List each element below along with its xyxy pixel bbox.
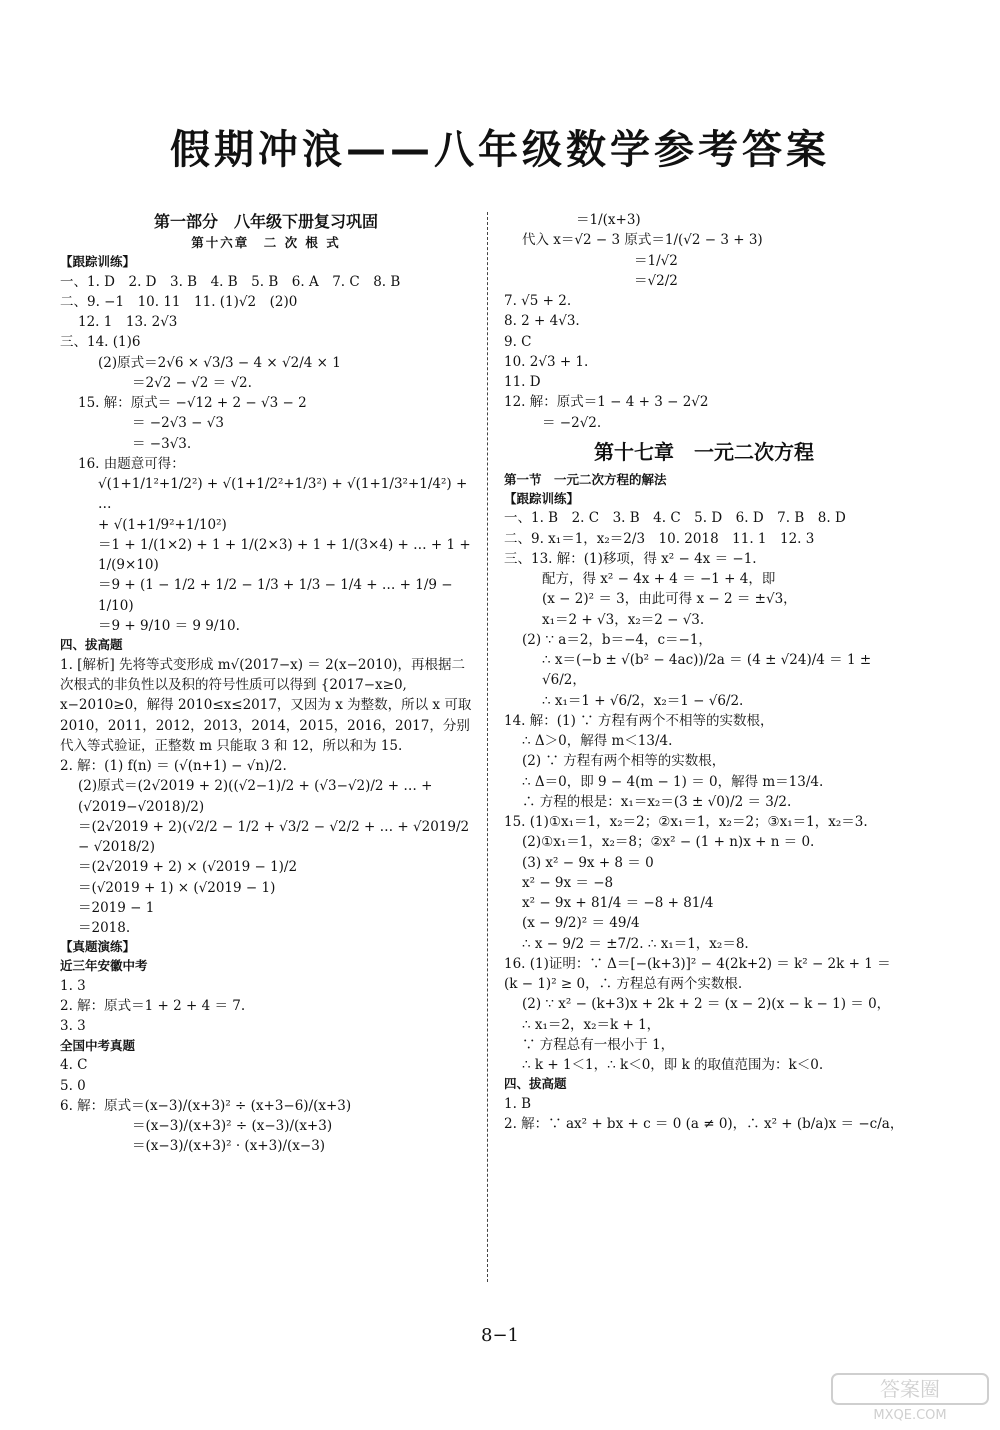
right-column-line: 【跟踪训练】 — [504, 490, 580, 506]
left-column-line: 第一部分 八年级下册复习巩固 — [153, 212, 378, 231]
right-column-line: x² − 9x + 81/4 ＝ −8 + 81/4 — [522, 895, 714, 911]
left-column-line: ＝2019 − 1 — [78, 899, 155, 916]
left-column-line: 15. 解：原式＝ −√12 + 2 − √3 − 2 — [78, 395, 307, 411]
left-column-line: ＝2√2 − √2 ＝ √2. — [132, 374, 252, 391]
right-column-line: ∴ x − 9/2 ＝ ±7/2. ∴ x₁＝1，x₂＝8. — [522, 935, 749, 952]
right-column-line: 配方，得 x² − 4x + 4 ＝ −1 + 4，即 — [542, 571, 776, 587]
watermark-logo — [830, 1372, 990, 1422]
left-column-line: 三、14. (1)6 — [60, 334, 141, 351]
right-column-line: ∴ Δ＞0，解得 m＜13/4. — [522, 733, 673, 749]
right-column-line: 9. C — [504, 333, 532, 350]
right-column-line: x² − 9x ＝ −8 — [522, 874, 614, 891]
right-column-line: (2) ∵ 方程有两个相等的实数根， — [522, 753, 726, 770]
left-column-line: 【跟踪训练】 — [60, 253, 136, 269]
right-column-line: ∴ Δ＝0，即 9 − 4(m − 1) ＝ 0，解得 m＝13/4. — [522, 773, 824, 790]
right-column-line: ∴ x₁＝2，x₂＝k + 1， — [522, 1016, 661, 1033]
right-column-line: ＝√2/2 — [634, 272, 678, 289]
left-column-line: √(1+1/1²+1/2²) + √(1+1/2²+1/3²) + √(1+1/3²+1/4²) + … — [98, 476, 472, 513]
left-column-line: 1. 3 — [60, 977, 86, 994]
watermark-top-text: 答案圈 — [880, 1377, 940, 1401]
left-column-line: ＝(√2019 + 1) × (√2019 − 1) — [78, 879, 276, 896]
left-column-line: 一、1. D 2. D 3. B 4. B 5. B 6. A 7. C 8. B — [60, 273, 401, 290]
right-column-line: 14. 解：(1) ∵ 方程有两个不相等的实数根， — [504, 712, 774, 729]
right-column-line: (2)①x₁＝1，x₂＝8；②x² − (1 + n)x + n ＝ 0. — [522, 834, 815, 851]
right-column-line: ∴ k + 1＜1，∴ k＜0，即 k 的取值范围为：k＜0. — [522, 1057, 824, 1073]
right-column-line: 15. (1)①x₁＝1，x₂＝2；②x₁＝1，x₂＝2；③x₁＝1，x₂＝3. — [504, 814, 868, 830]
right-column-line: (x − 9/2)² ＝ 49/4 — [522, 915, 640, 932]
right-column-line: 二、9. x₁＝1，x₂＝2/3 10. 2018 11. 1 12. 3 — [504, 530, 815, 547]
right-column-line: (2) ∵ x² − (k+3)x + 2k + 2 ＝ (x − 2)(x − k − 1) ＝ 0， — [522, 996, 891, 1013]
left-column-line: ＝(2√2019 + 2)(√2/2 − 1/2 + √3/2 − √2/2 + … + √2019/2 − √2018/2) — [78, 818, 474, 855]
right-column-line: 12. 解：原式＝1 − 4 + 3 − 2√2 — [504, 394, 709, 411]
left-column — [60, 210, 476, 1157]
right-column-line: 第十七章 一元二次方程 — [594, 439, 814, 464]
left-column-line: 6. 解：原式＝(x−3)/(x+3)² ÷ (x+3−6)/(x+3) — [60, 1097, 352, 1114]
right-column-line: (3) x² − 9x + 8 ＝ 0 — [522, 854, 654, 871]
left-column-line: ＝9 + (1 − 1/2 + 1/2 − 1/3 + 1/3 − 1/4 + … + 1/9 − 1/10) — [98, 577, 457, 614]
left-column-line: 16. 由题意可得： — [78, 455, 185, 472]
right-column-line: 四、拔高题 — [504, 1076, 567, 1092]
left-column-line: 【真题演练】 — [60, 939, 136, 955]
right-column-line: 10. 2√3 + 1. — [504, 353, 589, 370]
left-column-line: (2)原式＝2√6 × √3/3 − 4 × √2/4 × 1 — [98, 354, 341, 371]
right-column-line: 三、13. 解：(1)移项，得 x² − 4x ＝ −1. — [504, 550, 757, 567]
left-column-line: 2. 解：(1) f(n) ＝ (√(n+1) − √n)/2. — [60, 758, 287, 774]
watermark-bottom-text: MXQE.COM — [873, 1408, 947, 1422]
page-title: 假期冲浪——八年级数学参考答案 — [170, 127, 830, 173]
left-column-line: ＝1 + 1/(1×2) + 1 + 1/(2×3) + 1 + 1/(3×4) + … + 1 + 1/(9×10) — [98, 536, 475, 573]
left-column-line: ＝(x−3)/(x+3)² · (x+3)/(x−3) — [132, 1138, 326, 1155]
right-column-line: ＝ −2√2. — [542, 414, 602, 431]
left-column-line: 3. 3 — [60, 1018, 86, 1035]
left-column-line: 5. 0 — [60, 1077, 86, 1094]
right-column — [504, 210, 904, 1135]
left-column-line: ＝9 + 9/10 ＝ 9 9/10. — [98, 617, 240, 634]
right-column-line: (x − 2)² ＝ 3，由此可得 x − 2 ＝ ±√3， — [542, 591, 797, 608]
right-column-line: 第一节 一元二次方程的解法 — [504, 471, 667, 487]
column-divider — [487, 212, 488, 1282]
left-column-line: 4. C — [60, 1057, 88, 1074]
left-column-line: + √(1+1/9²+1/10²) — [98, 516, 227, 533]
right-column-line: (2) ∵ a＝2，b＝−4，c＝−1， — [522, 631, 712, 648]
right-column-line: ＝1/(x+3) — [576, 212, 641, 228]
left-column-line: (2)原式＝(2√2019 + 2)((√2−1)/2 + (√3−√2)/2 + … + (√2019−√2018)/2) — [78, 778, 437, 815]
page-number: 8−1 — [481, 1325, 519, 1346]
right-column-line: 8. 2 + 4√3. — [504, 313, 580, 330]
left-column-line: 2. 解：原式＝1 + 2 + 4 ＝ 7. — [60, 998, 246, 1014]
left-column-line: ＝2018. — [78, 920, 131, 936]
left-column-line: ＝(x−3)/(x+3)² ÷ (x−3)/(x+3) — [132, 1118, 333, 1134]
left-column-line: 二、9. −1 10. 11 11. (1)√2 (2)0 — [60, 293, 298, 310]
left-column-line: 1. [解析] 先将等式变形成 m√(2017−x) ＝ 2(x−2010)，再根据二次根式的非负性以及积的符号性质可以得到 {2017−x≥0, x−2010≥0，解得 2010≤x≤2017，又因为 x 为整数，所以 x 可取 2010，2011，2012，2013，2014，2015，2016，2017，分别代入等式验证，正整数 m 只能取 3 和 12，所以和为 15. — [60, 656, 476, 754]
right-column-line: 1. B — [504, 1096, 532, 1112]
left-column-line: ＝ −2√3 − √3 — [132, 415, 224, 432]
right-column-line: 代入 x＝√2 − 3 原式＝1/(√2 − 3 + 3) — [522, 232, 763, 249]
left-column-line: ＝ −3√3. — [132, 435, 192, 452]
left-column-line: 四、拔高题 — [60, 637, 123, 652]
left-column-line: ＝(2√2019 + 2) × (√2019 − 1)/2 — [78, 859, 298, 876]
right-column-line: 7. √5 + 2. — [504, 293, 572, 309]
left-column-line: 全国中考真题 — [60, 1037, 136, 1053]
right-column-line: 16. (1)证明：∵ Δ＝[−(k+3)]² − 4(2k+2) ＝ k² − 2k + 1 ＝ (k − 1)² ≥ 0，∴ 方程总有两个实数根. — [504, 955, 895, 992]
right-column-line: ∵ 方程总有一根小于 1， — [522, 1036, 675, 1053]
right-column-line: ∴ x＝(−b ± √(b² − 4ac))/2a ＝ (4 ± √24)/4 ＝ 1 ± √6/2， — [542, 652, 876, 689]
right-column-line: ∴ 方程的根是：x₁＝x₂＝(3 ± √0)/2 ＝ 3/2. — [522, 793, 792, 810]
right-column-line: 一、1. B 2. C 3. B 4. C 5. D 6. D 7. B 8. D — [504, 510, 846, 527]
left-column-line: 近三年安徽中考 — [60, 958, 148, 973]
right-column-line: ∴ x₁＝1 + √6/2，x₂＝1 − √6/2. — [542, 692, 744, 709]
left-column-line: 12. 1 13. 2√3 — [78, 314, 178, 330]
right-column-line: 2. 解：∵ ax² + bx + c ＝ 0 (a ≠ 0)，∴ x² + (b/a)x ＝ −c/a， — [504, 1116, 904, 1133]
right-column-line: ＝1/√2 — [634, 252, 678, 269]
right-column-line: x₁＝2 + √3，x₂＝2 − √3. — [542, 611, 705, 628]
left-column-line: 第十六章 二 次 根 式 — [191, 235, 341, 250]
right-column-line: 11. D — [504, 374, 541, 390]
